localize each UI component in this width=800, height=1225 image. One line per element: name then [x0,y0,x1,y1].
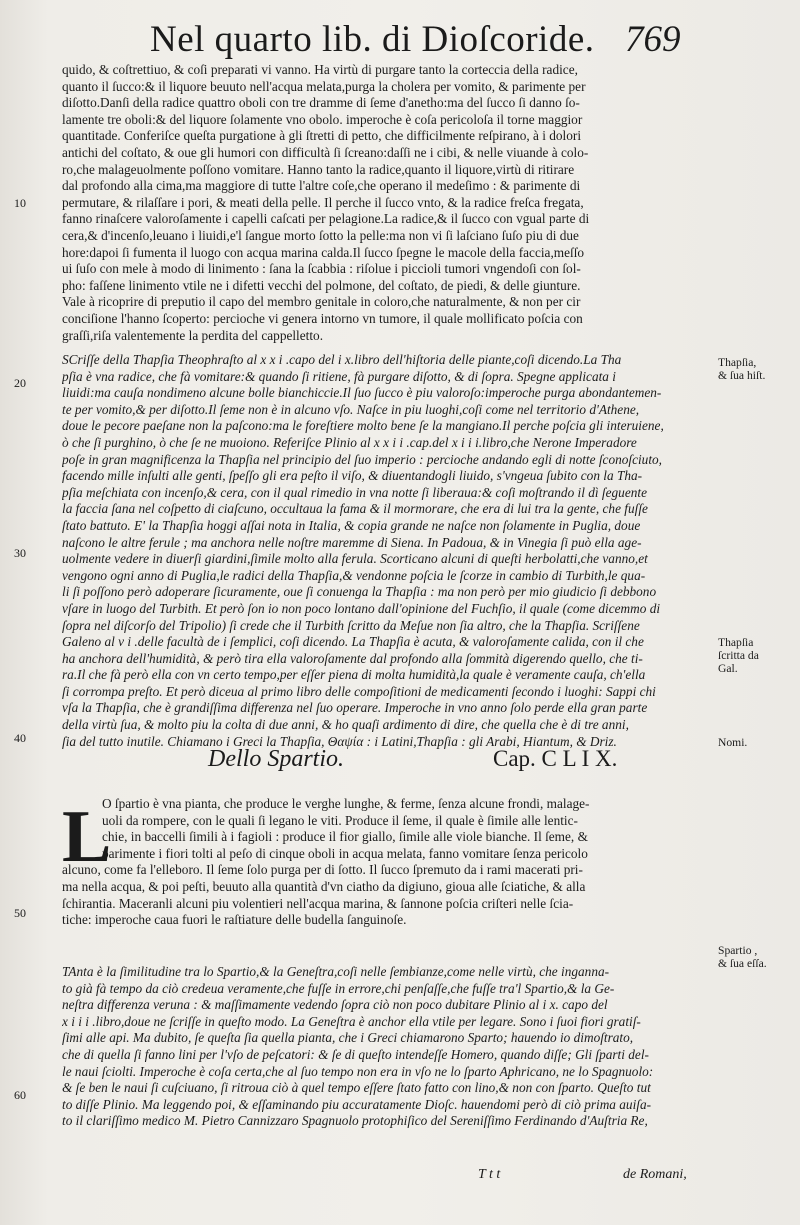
text-line: fanno rinaſcere valoroſamente i capelli caſcati per pelagione.La radice,& il ſucco con vgual parte di [62,211,590,227]
page-number: 769 [625,19,681,60]
text-line: ſia del tutto inutile. Chiamano i Greci la Thapſia, Θαψία : i Latini,Thapſia : gli Arabi, Hiantum, & Driz. [62,733,617,749]
text-line: to diſſe Plinio. Ma leggendo poi, & eſſaminando piu accuratamente Dioſc. hauendomi però di ciò prima auiſa- [62,1096,652,1112]
text-line: ſimi alle api. Ma dubito, ſe queſta ſia quella pianta, che i Greci chiamarono Sparto; hauendo io dimoſtrato, [62,1030,634,1046]
side-note-nomi [718,736,798,749]
side-note-spartio [718,944,798,970]
side-note-line: Gal. [718,662,738,675]
text-line: neſtra differenza veruna : & maſſimamente vedendo ſopra ciò non poco dubitare Plinio al i x. capo del [62,997,608,1013]
text-line: quantitade. Conferiſce queſta purgatione à gli ſtretti di petto, che difficilmente reſpirano, à i dolori [62,128,582,144]
text-line: antichi del coſtato, & oue gli humori con difficultà ſi ſcreano:daſſi ne i cibi, & nelle viuande à colo- [62,144,589,160]
text-line: uolmente vedere in diuerſi giardini,ſimile molto alla ferula. Scorticano alcuni di queſti herbolatti,che vanno,et [62,551,648,567]
text-line: Galeno al v i .delle facultà de i ſemplici, coſi dicendo. La Thapſia è acuta, & valoroſamente calida, con il che [62,634,644,650]
text-line: ò che ſi purghino, ò che ſe ne muoiono. Referiſce Plinio al x x i i .cap.del x i i i.libro,che Nerone Imperadore [62,434,637,450]
text-line: O ſpartio è vna pianta, che produce le verghe lunghe, & ferme, ſenza alcune frondi, malage- [102,796,590,811]
text-line: le naui ſciolti. Imperoche è coſa certa,che al ſuo tempo non era in vſo ne lo ſparto Aphricano, ne lo Spagnuolo: [62,1063,654,1079]
chapter-text-block [62,796,712,929]
text-line: poſe in gran magnificenza la Thapſia nel principio del ſuo imperio : percioche andando egli di notte ſconoſciuto, [62,451,663,467]
side-note-line: Spartio , [718,944,758,957]
line-number: 20 [14,376,26,390]
text-line: dal profondo alla cima,ma maggiore di tutte l'altre coſe,che operano il medeſimo : & parimente di [62,178,581,194]
text-line: x i i i .libro,doue ne ſcriſſe in queſto modo. La Geneſtra è anchor ella vtile per legare. Sono i ſuoi fiori gratiſ- [62,1013,641,1029]
drop-cap: L [62,796,112,878]
text-line: vſare in luogo del Turbith. Et però ſon io non poco lontano dall'opinione del Fuchſio, il quale (come dicemmo di [62,600,661,616]
line-number: 30 [14,546,26,560]
text-line: hore:dapoi ſi fumenta il luogo con acqua marina calda.Il ſucco ſpegne le macole della faccia,meſſo [62,244,585,260]
text-line: & ſe ben le naui ſi cuſciuano, ſi ritroua ciò à quel tempo eſſere ſtato fatto con lino,& non con ſparto. Queſto tut [62,1080,651,1096]
text-line: della virtù ſua, & molto piu la colta di due anni, & ho quaſi ardimento di dire, che quella che è di tre anni, [62,717,629,733]
side-note-line: ſcritta da [718,649,759,662]
commentary-block-2 [62,964,712,1130]
side-note-line: Thapſia [718,636,754,649]
text-line: lamente tre oboli:& del liquore ſolamente vno obolo. imperoche è coſa pericoloſa il torne maggior [62,111,583,127]
running-title: Nel quarto lib. di Dioſcoride. [150,19,595,60]
text-line: te per vomito,& per diſotto.Il ſeme non è in alcuno vſo. Naſce in piu luoghi,coſi come nel territorio d'Athene, [62,401,640,417]
text-line: pſia meſchiata con incenſo,& cera, con il qual rimedio in vna notte ſi liberaua:& coſi moſtrando il dì ſeguente [62,484,647,500]
text-line: ha anchora dell'humidità, & però tira ella valoroſamente dal profondo alla ſommità digerendo quello, che ti- [62,650,643,666]
text-line: liuidi:ma cauſa nondimeno alcune bolle bianchiccie.Il ſuo ſucco è piu valoroſo:imperoche purga abondantemen- [62,385,662,401]
side-note-galeno [718,636,798,675]
text-line: Vale à ricoprire di preputio il capo del membro genitale in coloro,che naturalmente, & non per cir [62,294,581,310]
text-line: pho: faſſene linimento vtile ne i difetti vecchi del polmone, del coſtato, de piedi, & delle giunture. [62,277,581,293]
text-line: ſtato battuto. E' la Thapſia hoggi aſſai nota in Italia, & copia grande ne naſce non ſolamente in Puglia, doue [62,517,641,533]
text-line: uoli da rompere, con le quali ſi legano le viti. Produce il ſeme, il quale è ſimile alle lentic- [102,812,578,828]
text-line: diſotto.Danſi della radice quattro oboli con tre dramme di ſeme d'anetho:ma del ſucco ſi danno ſo- [62,95,580,111]
text-line: permutare, & rilaſſare i pori, & meati della pelle. Il perche il ſucco vnto, & la radice freſca fregata, [62,194,584,210]
text-line: TAnta è la ſimilitudine tra lo Spartio,& la Geneſtra,coſi nelle ſembianze,come nelle virtù, che inganna- [62,964,610,979]
text-line: naſcono le altre ferule ; ma anchora nelle noſtre maremme di Siena. In Padoua, & in Vinegia ſi può ella age- [62,534,642,550]
side-note-thapsia [718,356,798,382]
text-line: tiche: imperoche caua fuori le raſtiature delle budella ſanguinoſe. [62,912,407,928]
line-number: 50 [14,906,26,920]
text-line: quido, & coſtrettiuo, & coſi preparati vi vanno. Ha virtù di purgare tanto la corteccia della radice, [62,62,578,77]
text-line: ſopra nel diſcorſo del Tripolio) ſi crede che il Turbith ſcritto da Meſue non ſia altro, che la Thapſia. Scriſſene [62,617,640,633]
text-line: ui ſuſo con mele à modo di linimento : ſana la ſcabbia : riſolue i piccioli tumori vngendoſi con ſol- [62,261,581,277]
text-line: li ſi poſſono però adoperare ſicuramente, oue ſi conuenga la Thapſia : ma non però per mio giudicio ſi debbono [62,584,657,600]
main-text-block [62,62,712,344]
text-line: to il clariſſimo medico M. Pietro Cannizzaro Spagnuolo protophiſico del Sereniſſimo Ferdinando d'Auſtria Re, [62,1113,648,1129]
text-line: parimente i fiori tolti al peſo di cinque oboli in acqua melata, fanno vomitare ſenza pericolo [102,845,588,861]
text-line: ma nella acqua, & poi peſti, beuuto alla quantità d'vn ciatho da digiuno, gioua alle ſciatiche, & alla [62,878,586,894]
text-line: graſſi,riſa valentemente la perdita del cappelletto. [62,327,324,343]
page-header [0,14,800,60]
text-line: ra.Il che fà però ella con vn certo tempo,per eſſer piena di molta humidità,la quale è veramente cauſa, ch'ella [62,667,646,683]
chapter-title: Dello Spartio. [208,746,344,772]
text-line: alcuno, come fa l'elleboro. Il ſeme ſolo purga per di ſotto. Il ſucco ſpremuto da i rami macerati pri- [62,862,583,878]
text-line: quanto il ſucco:& il liquore beuuto nell'acqua melata,purga la cholera per vomito, & parimente per [62,78,586,94]
text-line: to già fà tempo da ciò credeua veramente,che fuſſe in errore,chi penſaſſe,che fuſſe tra'l Spartio,& la Ge- [62,980,615,996]
text-line: vengono ogni anno di Puglia,le radici della Thapſia,& vendonne poſcia le ſcorze in cambio di Turbith,le qua- [62,567,646,583]
line-number: 60 [14,1088,26,1102]
text-line: facendo mille inſulti alle genti, ſpeſſo gli era peſto il viſo, & diuentandogli liuido, s'vngeua ſubito con la Tha- [62,468,643,484]
side-note-line: Thapſia, [718,356,757,369]
text-line: la faccia ſana nel coſpetto di ciaſcuno, occultaua la fama & il mormorare, che era di lui tra la gente, che fuſſe [62,501,648,517]
text-line: doue le pecore paeſane non la paſcono:ma le foreſtiere molto bene ſe la mangiano.Il perche poſcia gli interuiene, [62,418,664,434]
text-line: vſa la Thapſia, che è grandiſſima differenza nel ſuo operare. Imperoche in vno anno ſolo perde ella gran parte [62,700,648,716]
text-line: chie, in baccelli ſimili à i fagioli : produce il fior giallo, ſimile alle viole bianche. Il ſeme, & [102,829,588,845]
text-line: ſi corrompa preſto. Et però diceua al primo libro delle compoſitioni de medicamenti ſecondo i luoghi: Sappi chi [62,683,656,699]
commentary-block-1 [62,352,712,750]
chapter-heading [0,746,800,776]
text-line: ro,che malageuolmente poſſono vomitare. Hanno tanto la radice,quanto il liquore,virtù di ritirare [62,161,575,177]
catchword: de Romani, [623,1167,687,1182]
line-number: 10 [14,196,26,210]
signature-mark: T t t [478,1167,501,1182]
side-note-line: Nomi. [718,736,748,749]
side-note-line: & ſua hiſt. [718,369,766,382]
line-number: 40 [14,731,26,745]
text-line: pſia è vna radice, che fà vomitare:& quando ſi ritiene, fà purgare diſotto, & di ſopra. Spegne applicata i [62,368,616,384]
side-note-line: & ſua eſſa. [718,957,767,970]
text-line: conciſione l'hanno ſcoperto: percioche vi genera intorno vn tumore, il quale mollificato poſcia con [62,310,583,326]
text-line: SCriſſe della Thapſia Theophraſto al x x i .capo del i x.libro dell'hiſtoria delle piante,coſi dicendo.La Tha [62,352,622,367]
text-line: ſchirantia. Maceranli alcuni piu volentieri nell'acqua marina, & ſannone poſcia criſteri nelle ſcia- [62,895,574,911]
text-line: che di quella ſi fanno lini per l'vſo de peſcatori: & ſe di queſto intendeſſe Homero, quando diſſe; Gli ſparti del- [62,1046,649,1062]
chapter-number: Cap. C L I X. [493,746,618,771]
text-line: cera,& d'incenſo,leuano i liuidi,e'l ſangue morto ſotto la pelle:ma non vi ſi laſciano ſuſo piu di due [62,227,579,243]
